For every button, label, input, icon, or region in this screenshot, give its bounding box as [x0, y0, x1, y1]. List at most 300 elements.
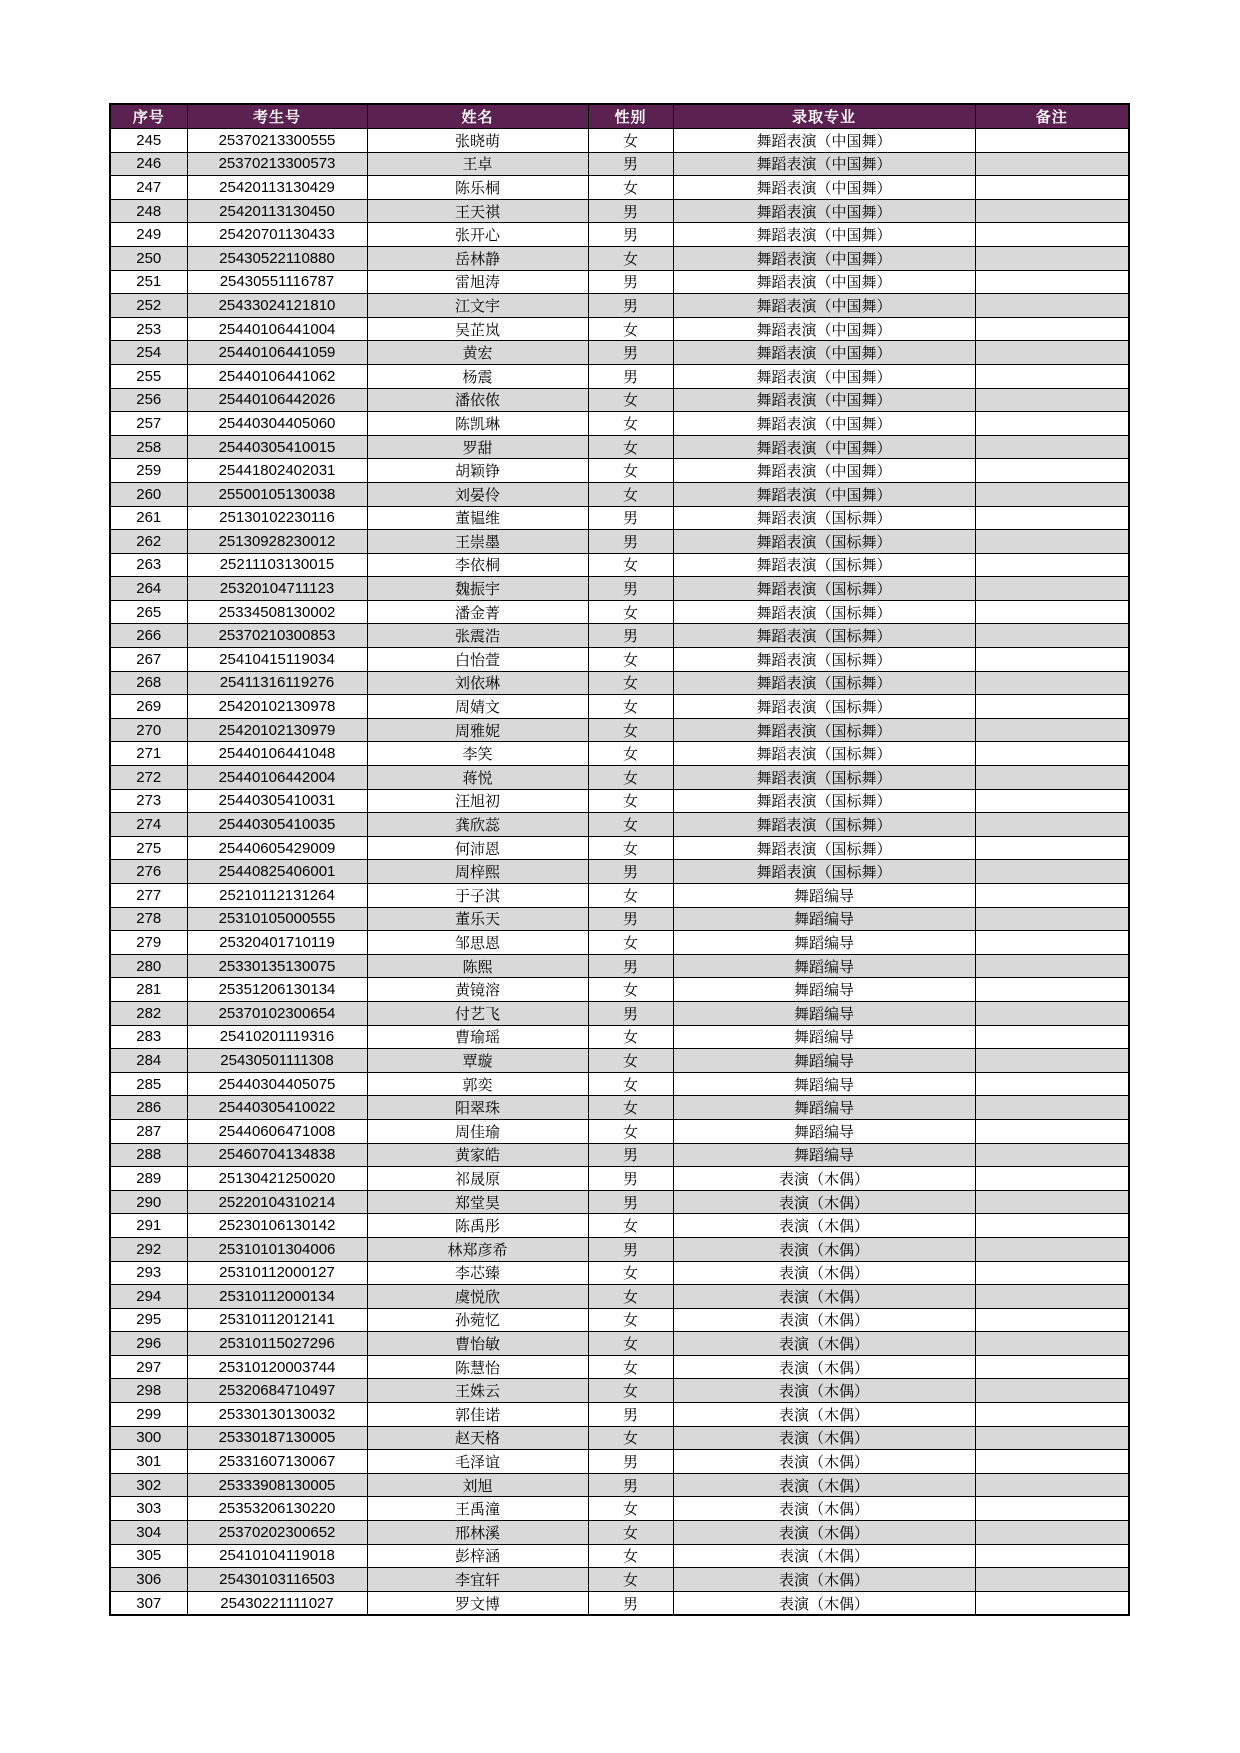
cell-name: 张晓萌: [367, 129, 588, 153]
cell-candidate-no: 25410415119034: [187, 648, 367, 672]
table-header: [110, 104, 1129, 129]
cell-index: 305: [110, 1544, 187, 1568]
cell-candidate-no: 25441802402031: [187, 459, 367, 483]
cell-index: 280: [110, 954, 187, 978]
cell-index: 287: [110, 1119, 187, 1143]
cell-major: 表演（木偶）: [673, 1473, 975, 1497]
cell-remark: [975, 624, 1129, 648]
cell-name: 邹思恩: [367, 931, 588, 955]
cell-remark: [975, 1143, 1129, 1167]
cell-remark: [975, 1001, 1129, 1025]
cell-name: 王姝云: [367, 1379, 588, 1403]
cell-gender: 女: [588, 553, 673, 577]
cell-index: 256: [110, 388, 187, 412]
cell-gender: 男: [588, 223, 673, 247]
cell-name: 付艺飞: [367, 1001, 588, 1025]
cell-gender: 女: [588, 1521, 673, 1545]
cell-gender: 女: [588, 931, 673, 955]
cell-gender: 男: [588, 1143, 673, 1167]
cell-major: 舞蹈编导: [673, 1001, 975, 1025]
cell-name: 陈乐桐: [367, 176, 588, 200]
table-row: [110, 530, 1129, 554]
cell-name: 毛泽谊: [367, 1450, 588, 1474]
table-row: [110, 766, 1129, 790]
cell-gender: 女: [588, 648, 673, 672]
cell-index: 255: [110, 364, 187, 388]
cell-candidate-no: 25440606471008: [187, 1119, 367, 1143]
cell-major: 舞蹈表演（中国舞）: [673, 129, 975, 153]
cell-name: 陈熙: [367, 954, 588, 978]
cell-candidate-no: 25440106441062: [187, 364, 367, 388]
cell-gender: 女: [588, 836, 673, 860]
cell-gender: 男: [588, 294, 673, 318]
cell-candidate-no: 25320104711123: [187, 577, 367, 601]
cell-major: 表演（木偶）: [673, 1544, 975, 1568]
cell-gender: 女: [588, 1119, 673, 1143]
cell-remark: [975, 671, 1129, 695]
cell-remark: [975, 1591, 1129, 1615]
cell-index: 254: [110, 341, 187, 365]
table-row: [110, 1072, 1129, 1096]
cell-index: 257: [110, 412, 187, 436]
cell-candidate-no: 25353206130220: [187, 1497, 367, 1521]
cell-gender: 男: [588, 270, 673, 294]
cell-name: 周佳瑜: [367, 1119, 588, 1143]
cell-candidate-no: 25370213300573: [187, 152, 367, 176]
cell-major: 舞蹈表演（中国舞）: [673, 294, 975, 318]
cell-gender: 女: [588, 1285, 673, 1309]
cell-name: 罗甜: [367, 435, 588, 459]
cell-remark: [975, 129, 1129, 153]
table-row: [110, 199, 1129, 223]
cell-index: 286: [110, 1096, 187, 1120]
cell-index: 303: [110, 1497, 187, 1521]
cell-candidate-no: 25331607130067: [187, 1450, 367, 1474]
cell-major: 舞蹈表演（国标舞）: [673, 648, 975, 672]
cell-candidate-no: 25430103116503: [187, 1568, 367, 1592]
cell-index: 293: [110, 1261, 187, 1285]
cell-major: 舞蹈表演（中国舞）: [673, 412, 975, 436]
cell-candidate-no: 25440305410015: [187, 435, 367, 459]
table-row: [110, 789, 1129, 813]
table-row: [110, 742, 1129, 766]
cell-remark: [975, 482, 1129, 506]
cell-major: 舞蹈表演（国标舞）: [673, 789, 975, 813]
cell-gender: 女: [588, 1025, 673, 1049]
cell-major: 舞蹈表演（国标舞）: [673, 506, 975, 530]
cell-gender: 男: [588, 954, 673, 978]
cell-name: 刘依琳: [367, 671, 588, 695]
cell-remark: [975, 954, 1129, 978]
table-row: [110, 1403, 1129, 1427]
cell-remark: [975, 1096, 1129, 1120]
cell-index: 251: [110, 270, 187, 294]
cell-major: 舞蹈编导: [673, 1049, 975, 1073]
cell-candidate-no: 25440305410022: [187, 1096, 367, 1120]
cell-gender: 男: [588, 1473, 673, 1497]
cell-major: 舞蹈表演（国标舞）: [673, 718, 975, 742]
cell-candidate-no: 25351206130134: [187, 978, 367, 1002]
cell-gender: 女: [588, 1332, 673, 1356]
cell-major: 表演（木偶）: [673, 1190, 975, 1214]
cell-index: 273: [110, 789, 187, 813]
cell-candidate-no: 25320401710119: [187, 931, 367, 955]
cell-major: 舞蹈表演（中国舞）: [673, 246, 975, 270]
table-row: [110, 1521, 1129, 1545]
cell-index: 245: [110, 129, 187, 153]
cell-remark: [975, 718, 1129, 742]
cell-remark: [975, 506, 1129, 530]
cell-major: 舞蹈表演（国标舞）: [673, 530, 975, 554]
cell-gender: 男: [588, 1450, 673, 1474]
table-row: [110, 860, 1129, 884]
cell-gender: 女: [588, 459, 673, 483]
cell-gender: 男: [588, 1167, 673, 1191]
table-row: [110, 506, 1129, 530]
cell-major: 表演（木偶）: [673, 1450, 975, 1474]
cell-index: 282: [110, 1001, 187, 1025]
cell-index: 270: [110, 718, 187, 742]
cell-name: 周梓熙: [367, 860, 588, 884]
cell-major: 舞蹈表演（中国舞）: [673, 270, 975, 294]
cell-index: 247: [110, 176, 187, 200]
cell-name: 陈凯琳: [367, 412, 588, 436]
cell-remark: [975, 1261, 1129, 1285]
cell-major: 表演（木偶）: [673, 1237, 975, 1261]
cell-major: 舞蹈表演（中国舞）: [673, 364, 975, 388]
cell-remark: [975, 1568, 1129, 1592]
cell-remark: [975, 530, 1129, 554]
cell-name: 蒋悦: [367, 766, 588, 790]
cell-name: 黄镜溶: [367, 978, 588, 1002]
cell-major: 舞蹈表演（国标舞）: [673, 836, 975, 860]
cell-remark: [975, 412, 1129, 436]
cell-candidate-no: 25310115027296: [187, 1332, 367, 1356]
cell-major: 表演（木偶）: [673, 1308, 975, 1332]
cell-remark: [975, 1285, 1129, 1309]
cell-candidate-no: 25370213300555: [187, 129, 367, 153]
table-row: [110, 176, 1129, 200]
cell-gender: 女: [588, 412, 673, 436]
cell-name: 郑堂昊: [367, 1190, 588, 1214]
cell-major: 舞蹈编导: [673, 954, 975, 978]
cell-name: 陈禹彤: [367, 1214, 588, 1238]
cell-remark: [975, 1049, 1129, 1073]
table-row: [110, 1237, 1129, 1261]
cell-candidate-no: 25130928230012: [187, 530, 367, 554]
cell-index: 290: [110, 1190, 187, 1214]
cell-candidate-no: 25440106442026: [187, 388, 367, 412]
table-row: [110, 223, 1129, 247]
cell-candidate-no: 25310112012141: [187, 1308, 367, 1332]
table-row: [110, 152, 1129, 176]
cell-remark: [975, 1167, 1129, 1191]
cell-name: 李依桐: [367, 553, 588, 577]
table-row: [110, 1119, 1129, 1143]
table-row: [110, 1190, 1129, 1214]
table-row: [110, 577, 1129, 601]
cell-index: 304: [110, 1521, 187, 1545]
cell-major: 舞蹈编导: [673, 1096, 975, 1120]
cell-remark: [975, 1450, 1129, 1474]
table-row: [110, 388, 1129, 412]
cell-gender: 女: [588, 1214, 673, 1238]
admission-roster-table: [109, 103, 1130, 1616]
cell-major: 舞蹈表演（中国舞）: [673, 176, 975, 200]
cell-major: 舞蹈编导: [673, 1025, 975, 1049]
cell-major: 舞蹈编导: [673, 884, 975, 908]
cell-candidate-no: 25330135130075: [187, 954, 367, 978]
cell-name: 张震浩: [367, 624, 588, 648]
cell-gender: 女: [588, 813, 673, 837]
cell-name: 何沛恩: [367, 836, 588, 860]
cell-remark: [975, 860, 1129, 884]
cell-name: 李笑: [367, 742, 588, 766]
cell-gender: 女: [588, 1308, 673, 1332]
cell-name: 祁晟原: [367, 1167, 588, 1191]
cell-gender: 女: [588, 1544, 673, 1568]
cell-remark: [975, 1355, 1129, 1379]
table-row: [110, 246, 1129, 270]
cell-remark: [975, 577, 1129, 601]
cell-major: 舞蹈编导: [673, 907, 975, 931]
cell-major: 表演（木偶）: [673, 1332, 975, 1356]
cell-index: 259: [110, 459, 187, 483]
table-row: [110, 1143, 1129, 1167]
cell-name: 周雅妮: [367, 718, 588, 742]
cell-major: 舞蹈表演（国标舞）: [673, 813, 975, 837]
cell-remark: [975, 648, 1129, 672]
cell-index: 285: [110, 1072, 187, 1096]
cell-remark: [975, 341, 1129, 365]
cell-gender: 女: [588, 246, 673, 270]
cell-major: 表演（木偶）: [673, 1403, 975, 1427]
cell-remark: [975, 152, 1129, 176]
cell-index: 262: [110, 530, 187, 554]
cell-name: 汪旭初: [367, 789, 588, 813]
cell-remark: [975, 931, 1129, 955]
cell-index: 266: [110, 624, 187, 648]
cell-index: 253: [110, 317, 187, 341]
cell-candidate-no: 25370202300652: [187, 1521, 367, 1545]
cell-major: 舞蹈编导: [673, 978, 975, 1002]
cell-name: 张开心: [367, 223, 588, 247]
cell-remark: [975, 789, 1129, 813]
table-row: [110, 1355, 1129, 1379]
cell-remark: [975, 766, 1129, 790]
cell-name: 白怡萱: [367, 648, 588, 672]
cell-index: 248: [110, 199, 187, 223]
table-row: [110, 836, 1129, 860]
cell-index: 297: [110, 1355, 187, 1379]
cell-remark: [975, 813, 1129, 837]
cell-index: 298: [110, 1379, 187, 1403]
cell-gender: 女: [588, 1426, 673, 1450]
cell-remark: [975, 742, 1129, 766]
cell-candidate-no: 25310101304006: [187, 1237, 367, 1261]
cell-major: 表演（木偶）: [673, 1568, 975, 1592]
cell-index: 294: [110, 1285, 187, 1309]
table-row: [110, 1426, 1129, 1450]
table-row: [110, 129, 1129, 153]
cell-remark: [975, 317, 1129, 341]
table-row: [110, 1473, 1129, 1497]
cell-gender: 男: [588, 907, 673, 931]
table-row: [110, 600, 1129, 624]
cell-index: 292: [110, 1237, 187, 1261]
cell-major: 舞蹈表演（中国舞）: [673, 459, 975, 483]
cell-major: 舞蹈表演（国标舞）: [673, 624, 975, 648]
cell-major: 表演（木偶）: [673, 1355, 975, 1379]
cell-gender: 女: [588, 884, 673, 908]
table-row: [110, 1591, 1129, 1615]
cell-name: 黄家皓: [367, 1143, 588, 1167]
cell-index: 289: [110, 1167, 187, 1191]
cell-name: 赵天格: [367, 1426, 588, 1450]
cell-name: 虞悦欣: [367, 1285, 588, 1309]
cell-remark: [975, 199, 1129, 223]
cell-candidate-no: 25440825406001: [187, 860, 367, 884]
cell-remark: [975, 1072, 1129, 1096]
table-row: [110, 1568, 1129, 1592]
cell-candidate-no: 25220104310214: [187, 1190, 367, 1214]
cell-candidate-no: 25410104119018: [187, 1544, 367, 1568]
cell-remark: [975, 1190, 1129, 1214]
cell-index: 277: [110, 884, 187, 908]
cell-gender: 女: [588, 1072, 673, 1096]
cell-name: 王禹潼: [367, 1497, 588, 1521]
cell-gender: 女: [588, 1497, 673, 1521]
table-row: [110, 270, 1129, 294]
cell-candidate-no: 25440304405060: [187, 412, 367, 436]
cell-gender: 女: [588, 1049, 673, 1073]
cell-remark: [975, 1025, 1129, 1049]
cell-candidate-no: 25310105000555: [187, 907, 367, 931]
cell-gender: 男: [588, 860, 673, 884]
cell-major: 舞蹈表演（中国舞）: [673, 152, 975, 176]
cell-name: 孙菀忆: [367, 1308, 588, 1332]
cell-major: 舞蹈表演（中国舞）: [673, 317, 975, 341]
table-row: [110, 1285, 1129, 1309]
cell-major: 表演（木偶）: [673, 1167, 975, 1191]
table-row: [110, 294, 1129, 318]
cell-name: 雷旭涛: [367, 270, 588, 294]
cell-candidate-no: 25433024121810: [187, 294, 367, 318]
cell-candidate-no: 25430221111027: [187, 1591, 367, 1615]
cell-remark: [975, 1426, 1129, 1450]
cell-candidate-no: 25440106441004: [187, 317, 367, 341]
cell-name: 曹瑜瑶: [367, 1025, 588, 1049]
cell-name: 潘金菁: [367, 600, 588, 624]
table-row: [110, 482, 1129, 506]
cell-index: 252: [110, 294, 187, 318]
cell-gender: 男: [588, 506, 673, 530]
cell-gender: 女: [588, 129, 673, 153]
cell-candidate-no: 25440305410035: [187, 813, 367, 837]
table-row: [110, 1261, 1129, 1285]
cell-name: 潘依侬: [367, 388, 588, 412]
cell-index: 278: [110, 907, 187, 931]
table-body: [110, 129, 1129, 1616]
cell-remark: [975, 907, 1129, 931]
cell-major: 表演（木偶）: [673, 1285, 975, 1309]
cell-gender: 女: [588, 1355, 673, 1379]
cell-candidate-no: 25330130130032: [187, 1403, 367, 1427]
cell-candidate-no: 25440304405075: [187, 1072, 367, 1096]
cell-major: 舞蹈表演（中国舞）: [673, 223, 975, 247]
cell-candidate-no: 25320684710497: [187, 1379, 367, 1403]
cell-candidate-no: 25420113130429: [187, 176, 367, 200]
cell-remark: [975, 176, 1129, 200]
cell-index: 283: [110, 1025, 187, 1049]
cell-candidate-no: 25411316119276: [187, 671, 367, 695]
cell-major: 表演（木偶）: [673, 1214, 975, 1238]
cell-gender: 女: [588, 718, 673, 742]
cell-name: 陈慧怡: [367, 1355, 588, 1379]
cell-major: 舞蹈表演（国标舞）: [673, 553, 975, 577]
cell-major: 舞蹈表演（中国舞）: [673, 435, 975, 459]
cell-gender: 女: [588, 1096, 673, 1120]
cell-remark: [975, 435, 1129, 459]
cell-gender: 男: [588, 199, 673, 223]
cell-gender: 女: [588, 789, 673, 813]
cell-gender: 男: [588, 1237, 673, 1261]
table-row: [110, 931, 1129, 955]
table-row: [110, 648, 1129, 672]
cell-name: 李芯臻: [367, 1261, 588, 1285]
cell-gender: 女: [588, 978, 673, 1002]
table-row: [110, 695, 1129, 719]
cell-gender: 女: [588, 435, 673, 459]
cell-major: 舞蹈表演（中国舞）: [673, 388, 975, 412]
cell-candidate-no: 25230106130142: [187, 1214, 367, 1238]
cell-index: 288: [110, 1143, 187, 1167]
cell-candidate-no: 25440106442004: [187, 766, 367, 790]
cell-remark: [975, 294, 1129, 318]
cell-remark: [975, 1379, 1129, 1403]
cell-remark: [975, 1473, 1129, 1497]
cell-candidate-no: 25440106441048: [187, 742, 367, 766]
cell-remark: [975, 836, 1129, 860]
cell-gender: 女: [588, 482, 673, 506]
cell-index: 261: [110, 506, 187, 530]
cell-index: 300: [110, 1426, 187, 1450]
cell-candidate-no: 25440605429009: [187, 836, 367, 860]
cell-index: 267: [110, 648, 187, 672]
cell-candidate-no: 25310120003744: [187, 1355, 367, 1379]
cell-gender: 男: [588, 577, 673, 601]
cell-major: 舞蹈表演（中国舞）: [673, 482, 975, 506]
cell-major: 表演（木偶）: [673, 1426, 975, 1450]
cell-index: 307: [110, 1591, 187, 1615]
cell-name: 彭梓涵: [367, 1544, 588, 1568]
cell-index: 271: [110, 742, 187, 766]
cell-remark: [975, 695, 1129, 719]
cell-gender: 女: [588, 695, 673, 719]
table-row: [110, 718, 1129, 742]
cell-candidate-no: 25420113130450: [187, 199, 367, 223]
table-row: [110, 1379, 1129, 1403]
cell-name: 林郑彦希: [367, 1237, 588, 1261]
cell-name: 黄宏: [367, 341, 588, 365]
cell-major: 舞蹈编导: [673, 1072, 975, 1096]
cell-gender: 女: [588, 671, 673, 695]
cell-candidate-no: 25310112000134: [187, 1285, 367, 1309]
cell-remark: [975, 1497, 1129, 1521]
cell-gender: 男: [588, 152, 673, 176]
cell-major: 舞蹈表演（国标舞）: [673, 671, 975, 695]
cell-name: 邢林溪: [367, 1521, 588, 1545]
